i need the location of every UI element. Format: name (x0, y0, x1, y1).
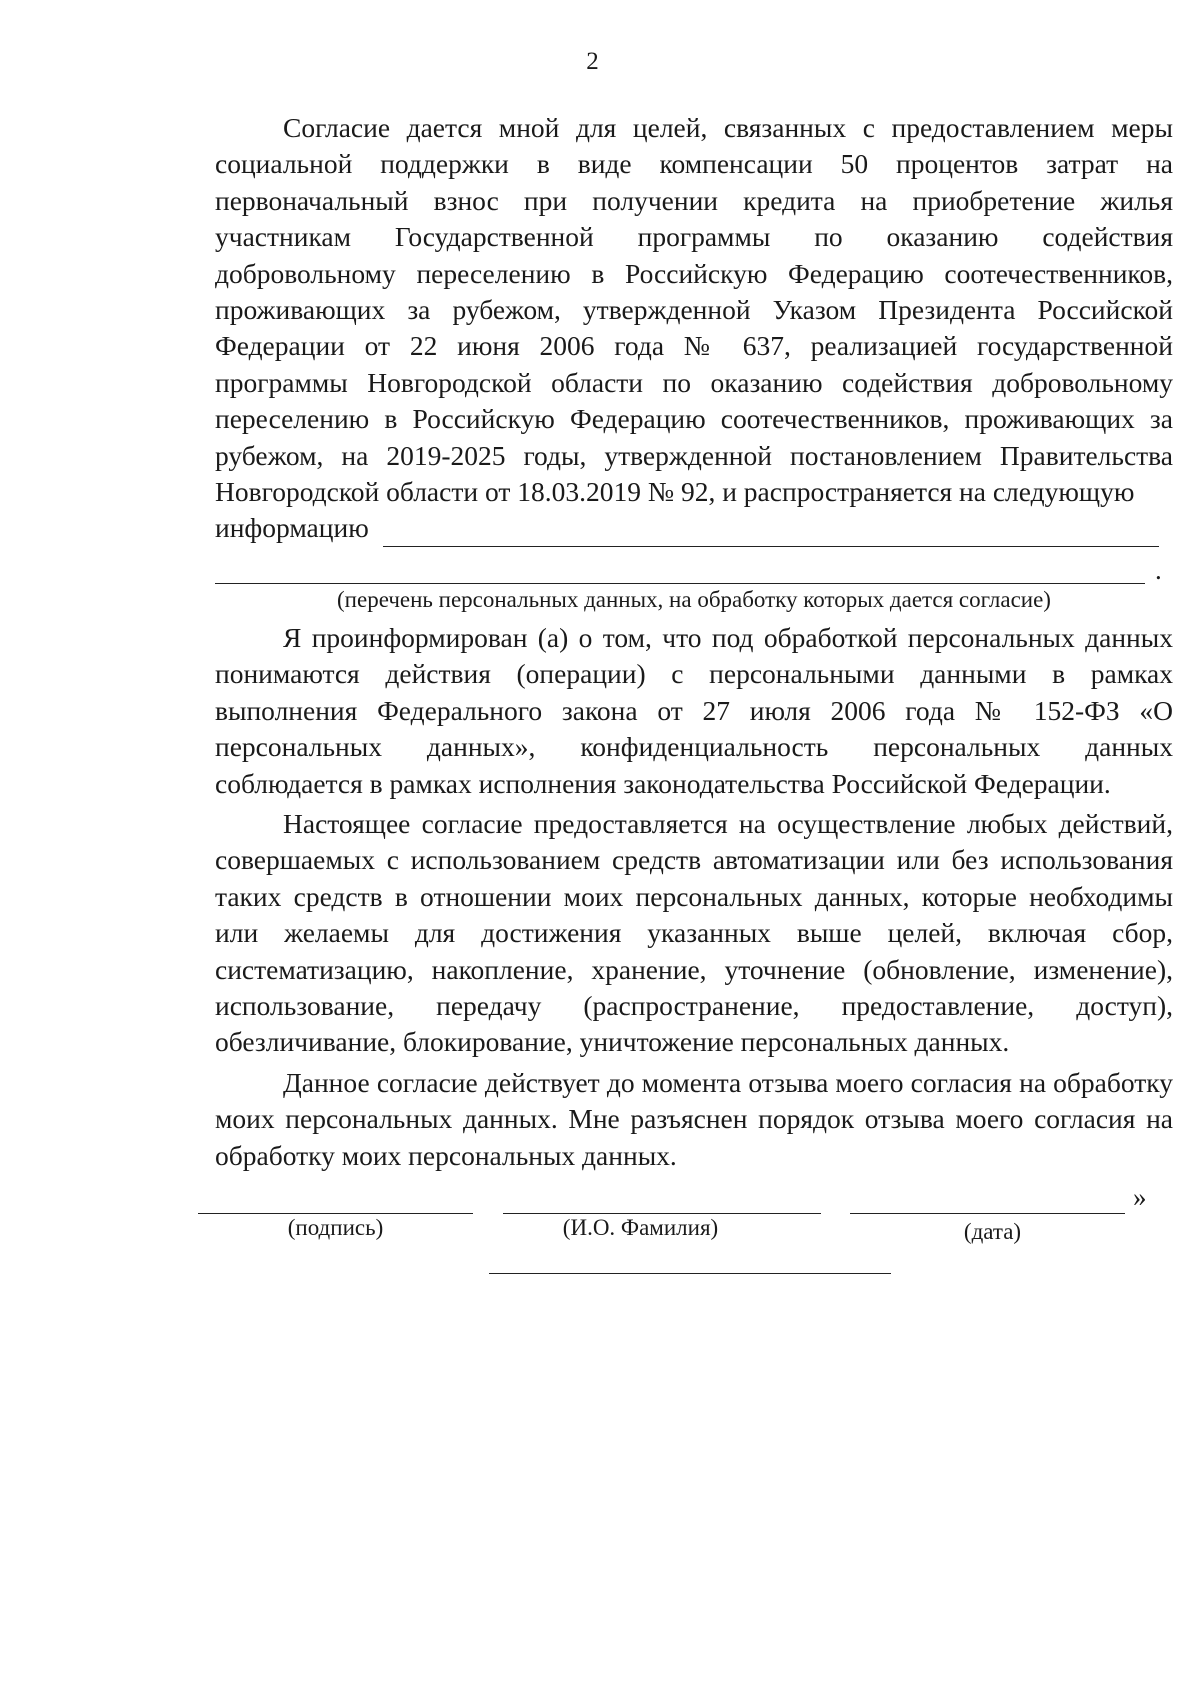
info-field-row (215, 510, 1173, 546)
signature-line[interactable] (198, 1213, 473, 1214)
date-line[interactable] (850, 1213, 1125, 1214)
signature-block (0, 1182, 1200, 1328)
info-fill-row-2 (215, 555, 1173, 584)
info-period: . (1155, 554, 1162, 585)
info-fill-line-2[interactable] (215, 555, 1145, 584)
name-caption: (И.О. Фамилия) (562, 1215, 719, 1240)
paragraph-informed: Я проинформирован (а) о том, что под обработкой персональных данных понимаются действия (операции) с персональными данными в рамках выполнения Федерального закона от 27 июля 2006 года № 152-ФЗ «О персональных данных», конфиденциальность персональных данных соблюдается в рамках исполнения законодательства Российской Федерации. (215, 621, 1173, 799)
paragraph-validity: Данное согласие действует до момента отзыва моего согласия на обработку моих персональных данных. Мне разъяснен порядок отзыва моего согласия на обработку моих персональных данных. (215, 1066, 1173, 1171)
document-body (215, 110, 1173, 1174)
info-caption: (перечень персональных данных, на обработку которых дается согласие) (337, 586, 1051, 612)
date-caption: (дата) (963, 1219, 1022, 1244)
signature-caption: (подпись) (287, 1215, 384, 1240)
info-label: информацию (215, 512, 369, 544)
paragraph-consent-purpose: Согласие дается мной для целей, связанных с предоставлением меры социальной поддержки в виде компенсации 50 процентов затрат на первоначальный взнос при получении кредита на приобретение жилья участникам Государственной программы по оказанию содействия добровольному переселению в Российскую Федерацию соотечественников, проживающих за рубежом, утвержденной Указом Президента Российской Федерации от 22 июня 2006 года № 637, реализацией государственной программы Новгородской области по оказанию содействия добровольному переселению в Российскую Федерацию соотечественников, проживающих за рубежом, на 2019-2025 годы, утвержденной постановлением Правительства Новгородской области от 18.03.2019 № 92, и распространяется на следующую (215, 112, 1173, 508)
date-quote-mark: » (1133, 1182, 1147, 1212)
page-number: 2 (586, 48, 599, 75)
paragraph-scope: Настоящее согласие предоставляется на осуществление любых действий, совершаемых с использованием средств автоматизации или без использования таких средств в отношении моих персональных данных, которые необходимы или желаемы для достижения указанных выше целей, включая сбор, систематизацию, накопление, хранение, уточнение (обновление, изменение), использование, передачу (распространение, предоставление, доступ), обезличивание, блокирование, уничтожение персональных данных. (215, 807, 1173, 1058)
bottom-line[interactable] (489, 1273, 891, 1274)
name-line[interactable] (503, 1213, 821, 1214)
info-fill-line[interactable] (383, 518, 1159, 547)
